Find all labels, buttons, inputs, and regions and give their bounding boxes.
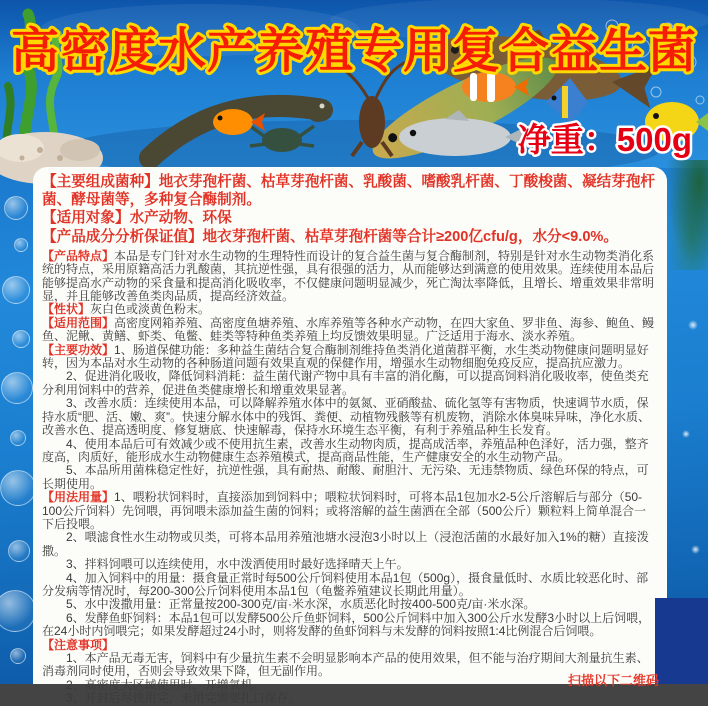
bubble-decor <box>0 470 36 506</box>
section-label: 【用法用量】 <box>42 490 115 505</box>
qr-code-caption: 扫描以下二维码 <box>568 673 660 688</box>
net-weight-label: 净重： <box>517 121 617 158</box>
corner-color-block <box>655 598 708 684</box>
section-paragraph: 1、本产品无毒无害，饲料中有少量抗生素不会明显影响本产品的使用效果，但不能与治疗期间大剂量抗生素、消毒剂同时使用，否则会导致效果下降，但无副作用。 <box>42 651 649 679</box>
section-paragraph: 5、本品所用菌株稳定性好，抗逆性强，具有耐热、耐酸、耐胆汁、无污染、无违禁物质、绿色环保的特点，可长期使用。 <box>42 463 649 491</box>
sparkle-decor <box>682 430 690 438</box>
section-paragraph: 2、喂滤食性水生动物或贝类，可将本品用养殖池塘水浸泡3小时以上（浸泡活菌的水最好加入1%的糖）直接泼撒。 <box>42 530 649 558</box>
net-weight-value: 500g <box>616 121 692 158</box>
bubble-decor <box>10 648 26 664</box>
section-paragraph: 2、高密度大区域使用时，开增氧机。 <box>66 677 265 692</box>
bubble-decor <box>0 590 36 632</box>
bubble-decor <box>10 430 26 446</box>
section-paragraph: 4、使用本品后可有效减少或不使用抗生素，改善水生动物肉质，提高成活率，养殖品种色泽好，活力强，整齐度高，肉质好，能形成水生动物健康生态养殖模式，提高商品性能，生产健康安全的水生动物产品。 <box>42 436 649 464</box>
product-title: 高密度水产养殖专用复合益生菌 <box>10 25 698 78</box>
section-paragraph <box>42 639 657 652</box>
bubble-decor <box>4 196 28 220</box>
intro-line: 【主要组成菌种】地衣芽孢杆菌、枯草芽孢杆菌、乳酸菌、嗜酸乳杆菌、丁酸梭菌、凝结芽孢杆菌、酵母菌等，多种复合酶制剂。 <box>42 174 655 209</box>
section-paragraph: 【产品特点】本品是专门针对水生动物的生理特性而设计的复合益生菌与复合酶制剂，特别是针对水生动物类消化系统的特点，采用原籍高活力乳酸菌，其抗逆性强，具有很强的活力，从而能够达到满意的使用效果。连续使用本品后能够提高水产动物的采食量和提高消化吸收率，不仅健康问题明显减少，死亡淘汰率降低，且增长、增重效果非常明显，并且能够改善鱼类肉品质，提高经济效益。 <box>42 248 655 304</box>
composition-section <box>42 173 657 246</box>
section-paragraph: 【适用范围】高密度网箱养殖、高密度鱼塘养殖、水库养殖等各种水产动物，在四大家鱼、罗非鱼、海参、鲍鱼、鳗鱼、泥鳅、黄鳝、虾类、龟鳖、蛙类等特种鱼类养殖上均反馈效果明显。广泛适用于海水、淡水养殖。 <box>42 315 655 344</box>
bubble-decor <box>2 276 30 304</box>
bubble-decor <box>1 372 33 404</box>
section-label: 【性状】 <box>42 302 91 317</box>
info-panel <box>33 167 667 706</box>
section-paragraph: 3、拌料饲喂可以连续使用，水中泼洒使用时最好选择晴天上午。 <box>66 557 409 572</box>
title-banner <box>0 4 708 90</box>
sparkle-decor <box>691 545 700 554</box>
intro-line: 【适用对象】水产动物、环保 <box>42 210 232 227</box>
section-paragraph: 【主要功效】1、肠道保健功能：多种益生菌结合复合酶制剂维持鱼类消化道菌群平衡，水生类动物健康问题明显好转，因为本品对水生动物的各种肠道问题有效果直观的保健作用，增强水生动物细胞免疫反应，提高抗应激力。 <box>42 342 649 371</box>
section-paragraph: 3、开封后尽快用完，未用完需要扎口保存。 <box>66 691 301 706</box>
sparkle-decor <box>688 320 698 330</box>
section-paragraph: 3、改善水质：连续使用本品，可以降解养殖水体中的氨氮、亚硝酸盐、硫化氢等有害物质，快速调节水质，保持水质“肥、活、嫩、爽”。快速分解水体中的残饵、粪便、动植物残骸等有机废物，消除水体臭味异味，净化水质、改善水色、提高透明度、修复塘底、快速解毒，保持水环境生态平衡，有利于养殖品种生长发育。 <box>42 396 650 438</box>
section-label: 【产品特点】 <box>42 248 115 263</box>
bubble-decor <box>8 540 30 562</box>
section-label: 【主要功效】 <box>42 342 115 357</box>
intro-line: 【产品成分分析保证值】地衣芽孢杆菌、枯草芽孢杆菌等合计≥200亿cfu/g，水分<9.0%。 <box>42 228 619 245</box>
section-label: 【适用范围】 <box>42 315 115 330</box>
net-weight-text <box>518 121 692 158</box>
section-paragraph: 【用法用量】1、喂粉状饲料时，直接添加到饲料中；喂粒状饲料时，可将本品1包加水2-5公斤溶解后与部分（50-100公斤饲料）先饲喂，再饲喂未添加益生菌的饲料；或将溶解的益生菌洒在全部（500公斤）颗粒料上简单混合一下后投喂。 <box>42 490 647 531</box>
net-weight-badge <box>400 114 700 164</box>
body-sections <box>42 248 660 706</box>
section-paragraph: 5、水中泼撒用量：正常量按200-300克/亩·米水深，水质恶化时按400-500克/亩·米水深。 <box>66 597 536 612</box>
section-paragraph: 4、加入饲料中的用量：摄食量正常时每500公斤饲料使用本品1包（500g），摄食量低时、水质比较恶化时、部分发病等情况时，每200-300公斤饲料使用本品1包（龟鳖养殖建议长期此用量）。 <box>42 570 649 598</box>
bubble-decor <box>14 238 28 252</box>
section-label: 【注意事项】 <box>42 637 115 652</box>
section-paragraph: 6、发酵鱼虾饲料：本品1包可以发酵500公斤鱼虾饲料，500公斤饲料中加入300公斤水发酵3小时以上后饲喂，在24小时内饲喂完；如果发酵超过24小时，则将发酵的鱼虾饲料与未发酵的饲料按照1:4比例混合后饲喂。 <box>42 610 651 639</box>
section-paragraph: 2、促进消化吸收，降低饲料消耗：益生菌代谢产物中具有丰富的消化酶，可以提高饲料消化吸收率，使鱼类充分利用饲料中的营养，促进鱼类健康增长和增重效果显著。 <box>42 369 649 397</box>
plant-remnant-decor <box>666 160 708 270</box>
bubble-decor <box>12 330 30 348</box>
section-paragraph: 【性状】灰白色或淡黄色粉末。 <box>42 302 211 317</box>
